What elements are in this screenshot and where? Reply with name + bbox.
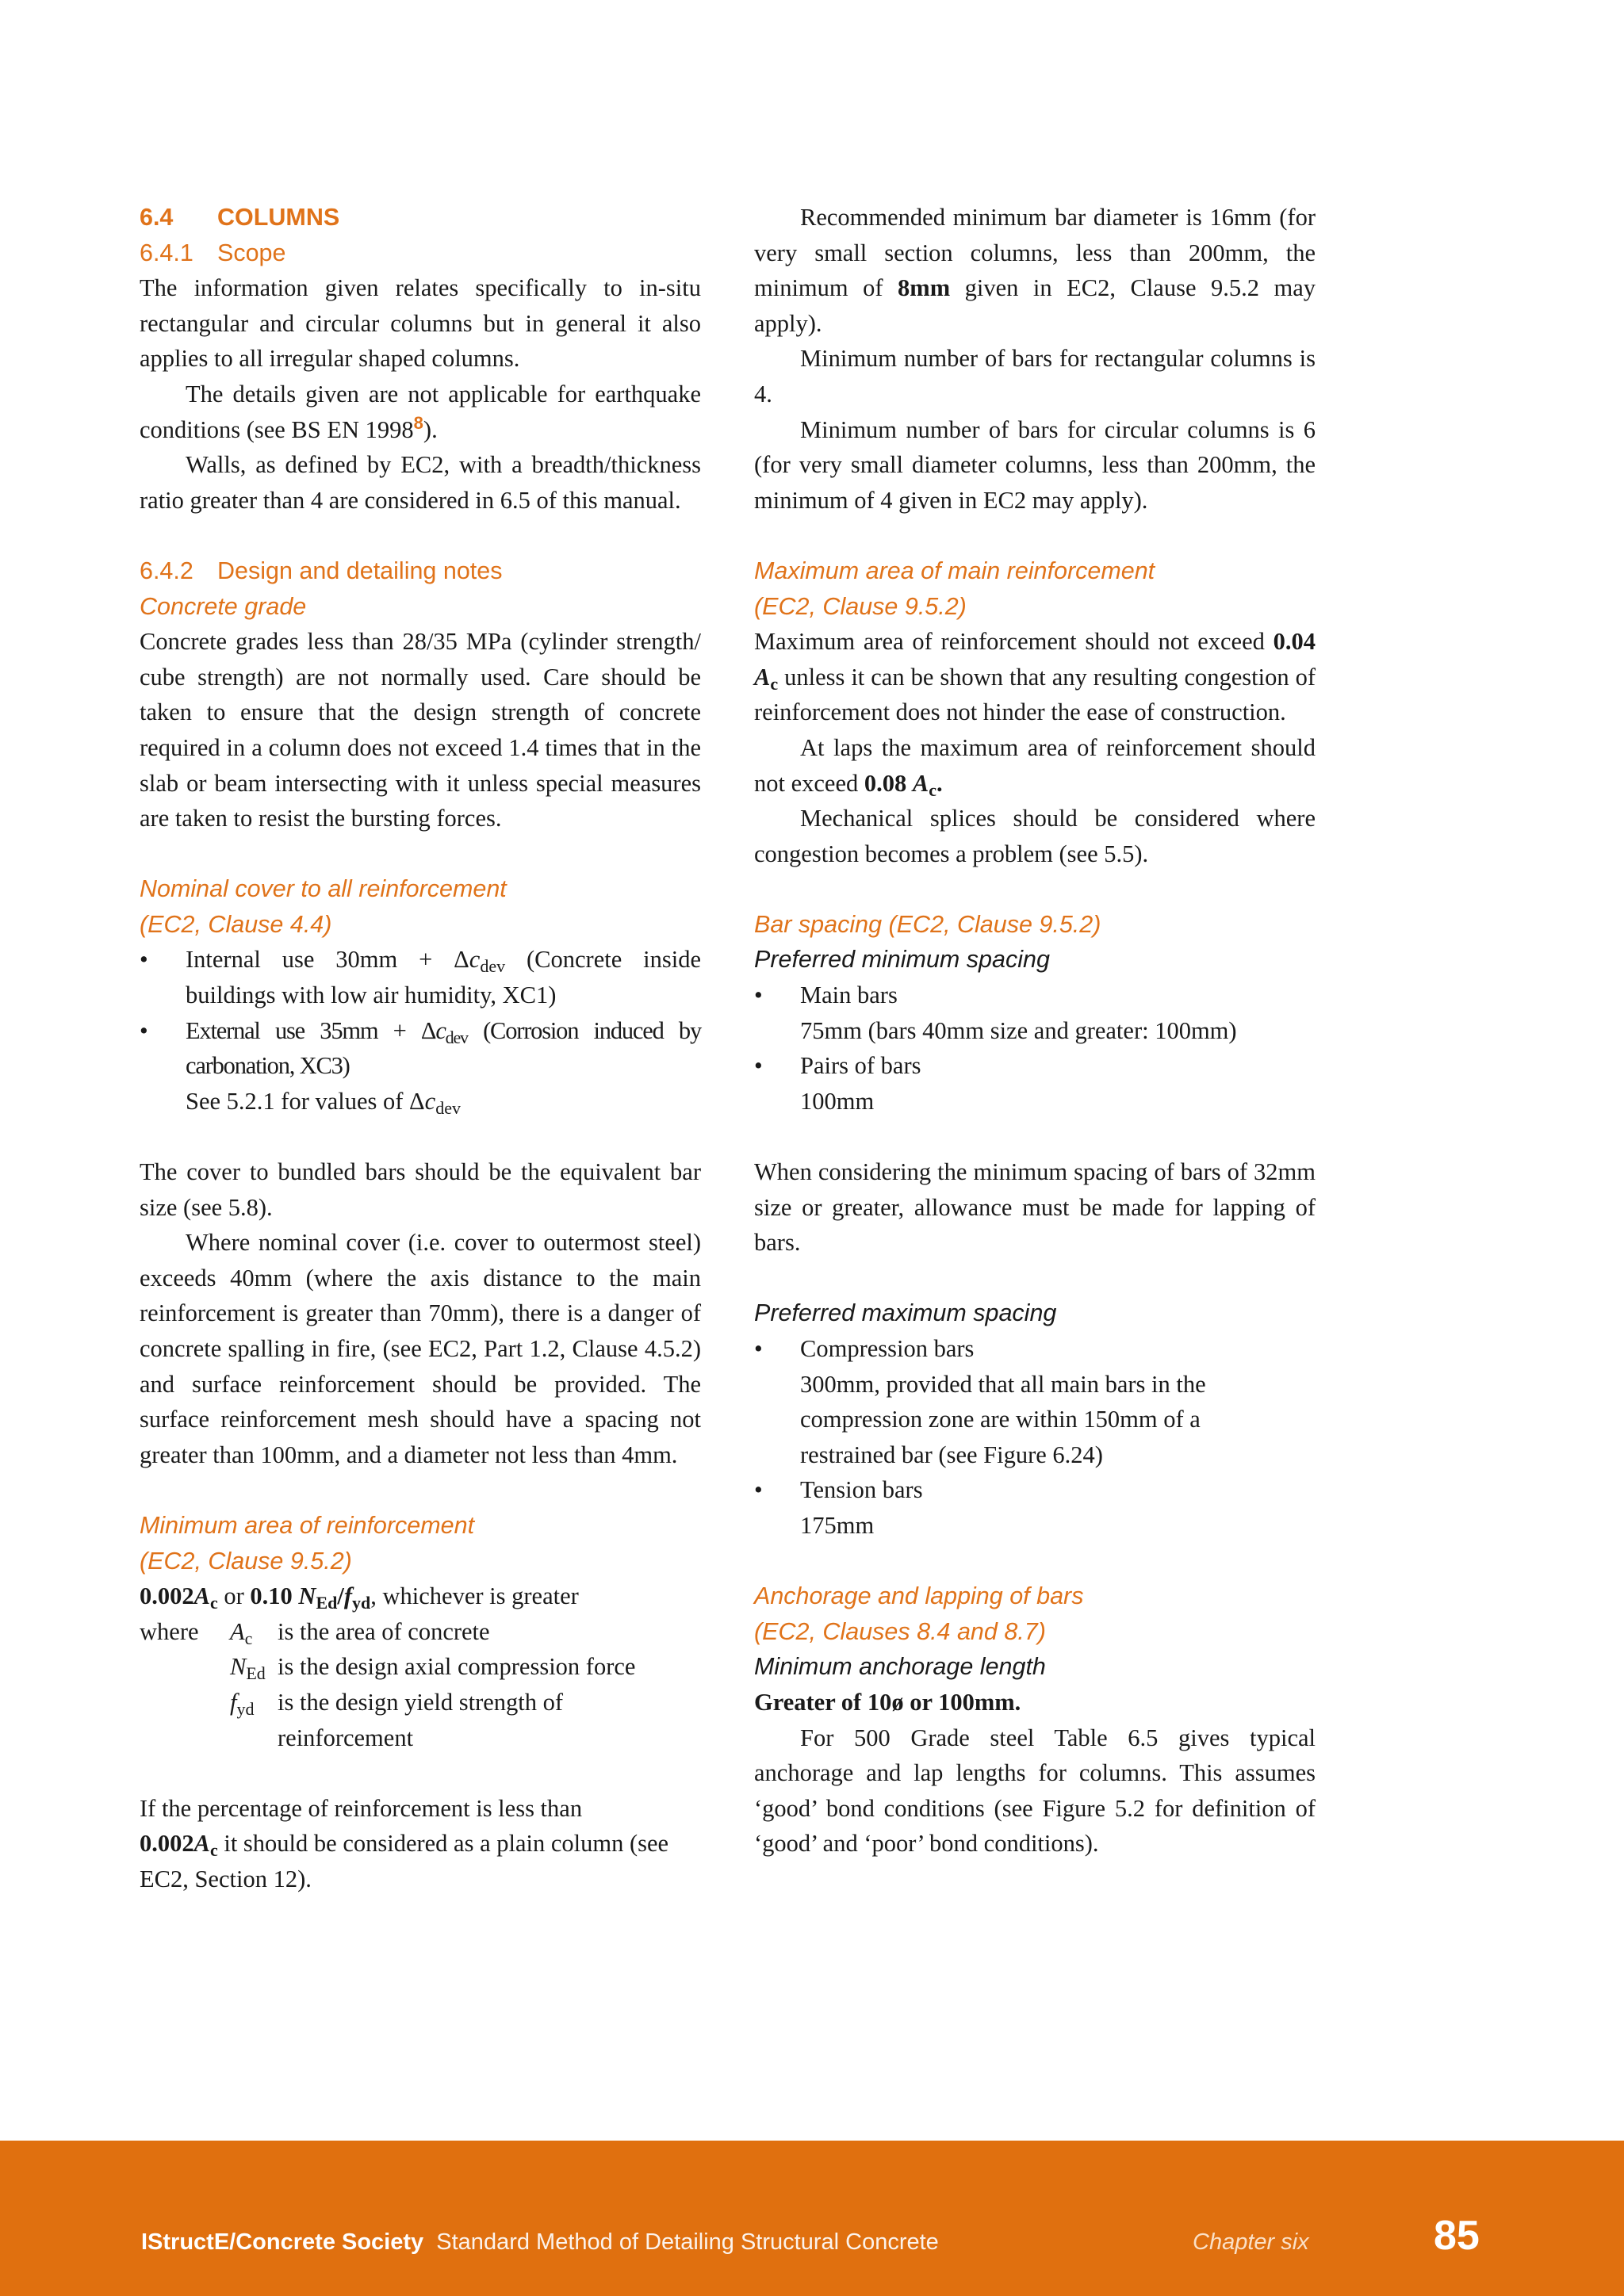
list-item: • Pairs of bars 100mm: [754, 1048, 1316, 1119]
right-column: [754, 200, 1316, 1862]
cover-list: [140, 942, 701, 1083]
list-item: • External use $35mm + \Delta c_{dev}$ (Corrosion induced by carbonation, XC3): [140, 1013, 701, 1084]
page-number: 85: [1434, 2213, 1480, 2259]
nominal-cover-heading: Nominal cover to all reinforcement: [140, 875, 507, 903]
min-spacing-list: [754, 978, 1316, 1119]
where-row: where $A_c$ is the area of concrete: [140, 1617, 490, 1648]
min-area-formula: $0.002A_c$ or 0.10 $N_{Ed}/f_{yd}$, whichever is greater: [140, 1582, 579, 1613]
pref-min-spacing-heading: Preferred minimum spacing: [754, 946, 1050, 974]
bundled-bars-paragraph: The cover to bundled bars should be the equivalent bar size (see 5.8).: [140, 1158, 701, 1221]
laps-paragraph: At laps the maximum area of reinforcement should not exceed 0.08 $A_c$.: [754, 733, 1316, 800]
concrete-grade-heading: Concrete grade: [140, 592, 307, 620]
where-row: $N_{Ed}$ is the design axial compression force: [230, 1653, 636, 1684]
scope-heading: 6.4.1 Scope: [140, 239, 286, 266]
rect-bars-paragraph: Minimum number of bars for rectangular columns is 4.: [754, 345, 1316, 408]
scope-paragraph: The information given relates specifically to in-situ rectangular and circular columns but in general it also applies to all irregular shaped columns.: [140, 274, 701, 373]
cover-see-note: See 5.2.1 for values of $\Delta c_{dev}$: [186, 1087, 461, 1118]
anchorage-heading: Anchorage and lapping of bars: [754, 1582, 1084, 1610]
min-area-heading: Minimum area of reinforcement: [140, 1511, 475, 1539]
list-item: • Compression bars 300mm, provided that all main bars in the compression zone are within 150mm of a restrained bar (see Figure 6.24): [754, 1331, 1316, 1472]
earthquake-paragraph: The details given are not applicable for earthquake conditions (see BS EN 1998$^8$).: [140, 380, 701, 443]
where-row: $f_{yd}$ is the design yield strength of reinforcement: [230, 1688, 564, 1751]
anchorage-paragraph: For 500 Grade steel Table 6.5 gives typical anchorage and lap lengths for columns. This assumes ‘good’ bond conditions (see Figure 5.2 for definition of ‘good’ and ‘poor’ bond conditions).: [754, 1724, 1316, 1858]
mechanical-splices-paragraph: Mechanical splices should be considered where congestion becomes a problem (see 5.5).: [754, 805, 1316, 867]
anchorage-clause: (EC2, Clauses 8.4 and 8.7): [754, 1617, 1046, 1645]
min-anchorage-heading: Minimum anchorage length: [754, 1653, 1046, 1681]
bar-diameter-paragraph: Recommended minimum bar diameter is 16mm (for very small section columns, less than 200mm, the minimum of 8mm given in EC2, Clause 9.5.2 may apply).: [754, 204, 1316, 337]
section-heading: 6.4 COLUMNS: [140, 204, 340, 231]
lapping-paragraph: When considering the minimum spacing of bars of 32mm size or greater, allowance must be made for lapping of bars.: [754, 1158, 1316, 1257]
fire-paragraph: Where nominal cover (i.e. cover to outermost steel) exceeds 40mm (where the axis distance to the main reinforcement is greater than 70mm), there is a danger of concrete spalling in fire, (see EC2, Part 1.2, Clause 4.5.2) and surface reinforcement should be provided. The surface reinforcement mesh should have a spacing not greater than 100mm, and a diameter not less than 4mm.: [140, 1229, 701, 1468]
concrete-grade-paragraph: Concrete grades less than 28/35 MPa (cylinder strength/ cube strength) are not normally used. Care should be taken to ensure that the design strength of concrete required in a column does not exceed 1.4 times that in the slab or beam intersecting with it unless special measures are taken to resist the bursting forces.: [140, 628, 701, 832]
max-area-paragraph: Maximum area of reinforcement should not exceed 0.04 $A_c$ unless it can be shown that any resulting congestion of reinforcement does not hinder the ease of construction.: [754, 628, 1316, 726]
design-notes-heading: 6.4.2 Design and detailing notes: [140, 557, 503, 584]
reference-link[interactable]: 8: [413, 412, 423, 433]
bar-spacing-heading: Bar spacing (EC2, Clause 9.5.2): [754, 910, 1101, 938]
min-area-clause: (EC2, Clause 9.5.2): [140, 1547, 352, 1575]
list-item: • Internal use $30mm + \Delta c_{dev}$ (Concrete inside buildings with low air humidity, XC1): [140, 942, 701, 1012]
walls-paragraph: Walls, as defined by EC2, with a breadth/thickness ratio greater than 4 are considered in 6.5 of this manual.: [140, 451, 701, 514]
max-area-clause: (EC2, Clause 9.5.2): [754, 592, 967, 620]
circ-bars-paragraph: Minimum number of bars for circular columns is 6 (for very small diameter columns, less than 200mm, the minimum of 4 given in EC2 may apply).: [754, 415, 1316, 514]
nominal-cover-clause: (EC2, Clause 4.4): [140, 910, 332, 938]
anchorage-rule: Greater of 10ø or 100mm.: [754, 1688, 1021, 1716]
footer-publication: IStructE/Concrete Society Standard Method of Detailing Structural Concrete: [141, 2229, 939, 2255]
list-item: • Tension bars 175mm: [754, 1472, 1316, 1543]
left-column: [140, 200, 701, 1897]
max-area-heading: Maximum area of main reinforcement: [754, 557, 1155, 584]
max-spacing-list: [754, 1331, 1316, 1544]
pref-max-spacing-heading: Preferred maximum spacing: [754, 1299, 1057, 1327]
list-item: • Main bars 75mm (bars 40mm size and greater: 100mm): [754, 978, 1316, 1048]
footer-chapter: Chapter six: [1193, 2229, 1309, 2255]
page-footer: [0, 2141, 1624, 2296]
plain-column-note: If the percentage of reinforcement is less than $0.002A_c$ it should be considered as a plain column (see EC2, Section 12).: [140, 1794, 669, 1892]
